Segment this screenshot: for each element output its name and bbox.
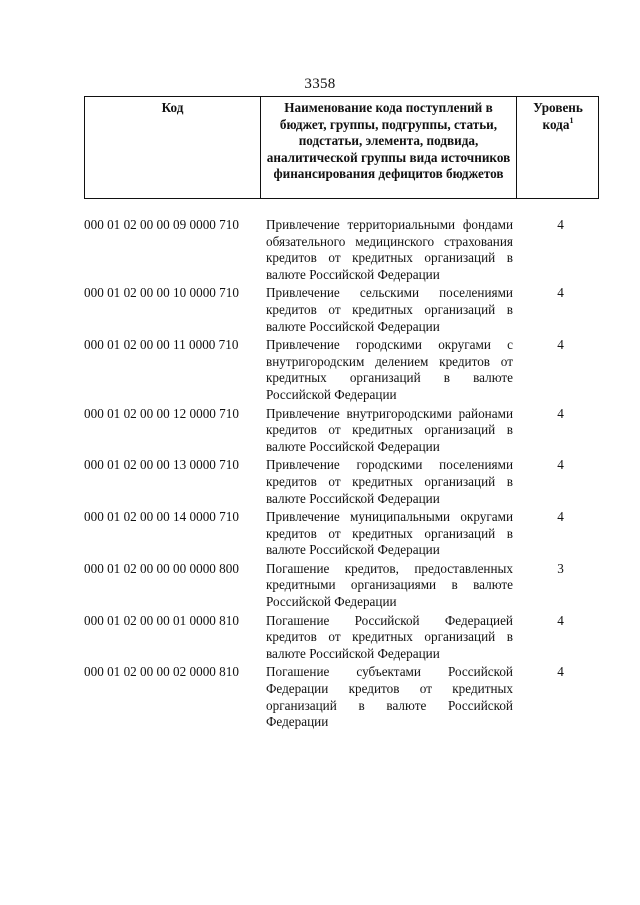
table-header — [84, 96, 599, 199]
row-level: 4 — [557, 664, 564, 680]
table-row — [84, 337, 604, 403]
table-row — [84, 285, 604, 335]
row-level: 4 — [557, 337, 564, 353]
header-code: Код — [85, 97, 261, 198]
row-level: 4 — [557, 285, 564, 301]
table-row — [84, 217, 604, 283]
table-row — [84, 509, 604, 559]
row-code: 000 01 02 00 00 10 0000 710 — [84, 285, 239, 301]
row-description: Привлечение городскими округами с внутригородским делением кредитов от кредитных организаций в валюте Российской Федерации — [266, 337, 513, 402]
row-description: Погашение субъектами Российской Федерации кредитов от кредитных организаций в валюте Российской Федерации — [266, 664, 513, 730]
row-description: Привлечение внутригородскими районами кредитов от кредитных организаций в валюте Российской Федерации — [266, 405, 513, 454]
row-level: 4 — [557, 217, 564, 232]
row-code: 000 01 02 00 00 11 0000 710 — [84, 337, 239, 353]
table-row — [84, 561, 604, 611]
header-name: Наименование кода поступлений в бюджет, группы, подгруппы, статьи, подстатьи, элемента, подвида, аналитической группы вида источников финансирования дефицитов бюджетов — [261, 97, 517, 198]
row-description: Погашение кредитов, предоставленных кредитными организациями в валюте Российской Федерации — [266, 560, 513, 610]
row-description: Привлечение сельскими поселениями кредитов от кредитных организаций в валюте Российской Федерации — [266, 285, 513, 334]
row-level: 4 — [557, 509, 564, 525]
table-row — [84, 457, 604, 507]
row-code: 000 01 02 00 00 01 0000 810 — [84, 612, 239, 628]
row-code: 000 01 02 00 00 14 0000 710 — [84, 509, 239, 525]
row-description: Привлечение муниципальными округами кредитов от кредитных организаций в валюте Российской Федерации — [266, 509, 513, 558]
row-code: 000 01 02 00 00 00 0000 800 — [84, 560, 239, 576]
header-level-label: Уровень кода — [533, 100, 583, 132]
row-code: 000 01 02 00 00 12 0000 710 — [84, 405, 239, 421]
row-code: 000 01 02 00 00 13 0000 710 — [84, 457, 239, 473]
row-description: Погашение Российской Федерацией кредитов от кредитных организаций в валюте Российской Федерации — [266, 612, 513, 661]
table-row — [84, 613, 604, 663]
row-level: 4 — [557, 612, 564, 628]
row-level: 4 — [557, 405, 564, 421]
row-description: Привлечение территориальными фондами обязательного медицинского страхования кредитов от кредитных организаций в валюте Российской Федерации — [266, 217, 513, 282]
table-row — [84, 664, 604, 730]
row-code: 000 01 02 00 00 09 0000 710 — [84, 217, 239, 232]
header-level-footnote: 1 — [569, 115, 574, 125]
table-row — [84, 406, 604, 456]
table-body — [84, 217, 604, 733]
header-level — [517, 97, 599, 198]
row-level: 3 — [557, 560, 564, 576]
page-number: 3358 — [304, 76, 336, 92]
row-level: 4 — [557, 457, 564, 473]
row-description: Привлечение городскими поселениями кредитов от кредитных организаций в валюте Российской Федерации — [266, 457, 513, 506]
row-code: 000 01 02 00 00 02 0000 810 — [84, 664, 239, 680]
